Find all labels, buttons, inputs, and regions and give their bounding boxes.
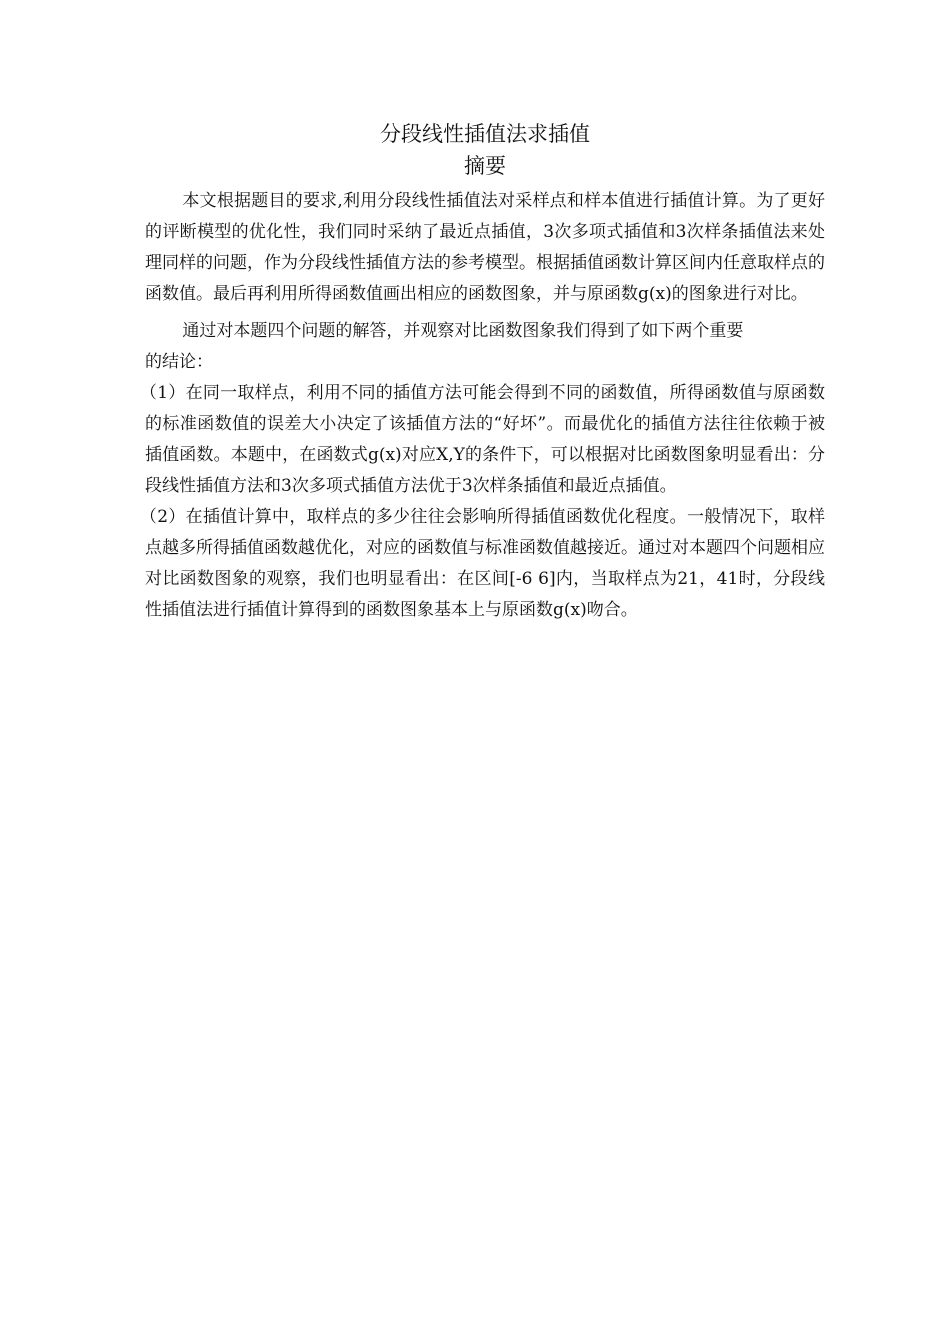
abstract-heading: 摘要 (464, 154, 506, 178)
conclusion-item-1: （1）在同一取样点，利用不同的插值方法可能会得到不同的函数值，所得函数值与原函数的标准函数值的误差大小决定了该插值方法的“好坏”。而最优化的插值方法往往依赖于被插值函数。本题中，在函数式g(x)对应X,Y的条件下，可以根据对比函数图象明显看出：分段线性插值方法和3次多项式插值方法优于3次样条插值和最近点插值。 (139, 383, 825, 496)
abstract-paragraph-1: 本文根据题目的要求,利用分段线性插值法对采样点和样本值进行插值计算。为了更好的评断模型的优化性，我们同时采纳了最近点插值，3次多项式插值和3次样条插值法来处理同样的问题，作为分段线性插值方法的参考模型。根据插值函数计算区间内任意取样点的函数值。最后再利用所得函数值画出相应的函数图象，并与原函数g(x)的图象进行对比。 (145, 191, 825, 304)
document-title: 分段线性插值法求插值 (380, 122, 590, 146)
document-content (139, 118, 825, 626)
abstract-paragraph-2: 通过对本题四个问题的解答，并观察对比函数图象我们得到了如下两个重要 (182, 321, 744, 341)
abstract-paragraph-3: 的结论： (145, 352, 213, 372)
conclusion-item-2: （2）在插值计算中，取样点的多少往往会影响所得插值函数优化程度。一般情况下，取样点越多所得插值函数越优化，对应的函数值与标准函数值越接近。通过对本题四个问题相应对比函数图象的观察，我们也明显看出：在区间[-6 6]内，当取样点为21，41时，分段线性插值法进行插值计算得到的函数图象基本上与原函数g(x)吻合。 (139, 507, 825, 620)
